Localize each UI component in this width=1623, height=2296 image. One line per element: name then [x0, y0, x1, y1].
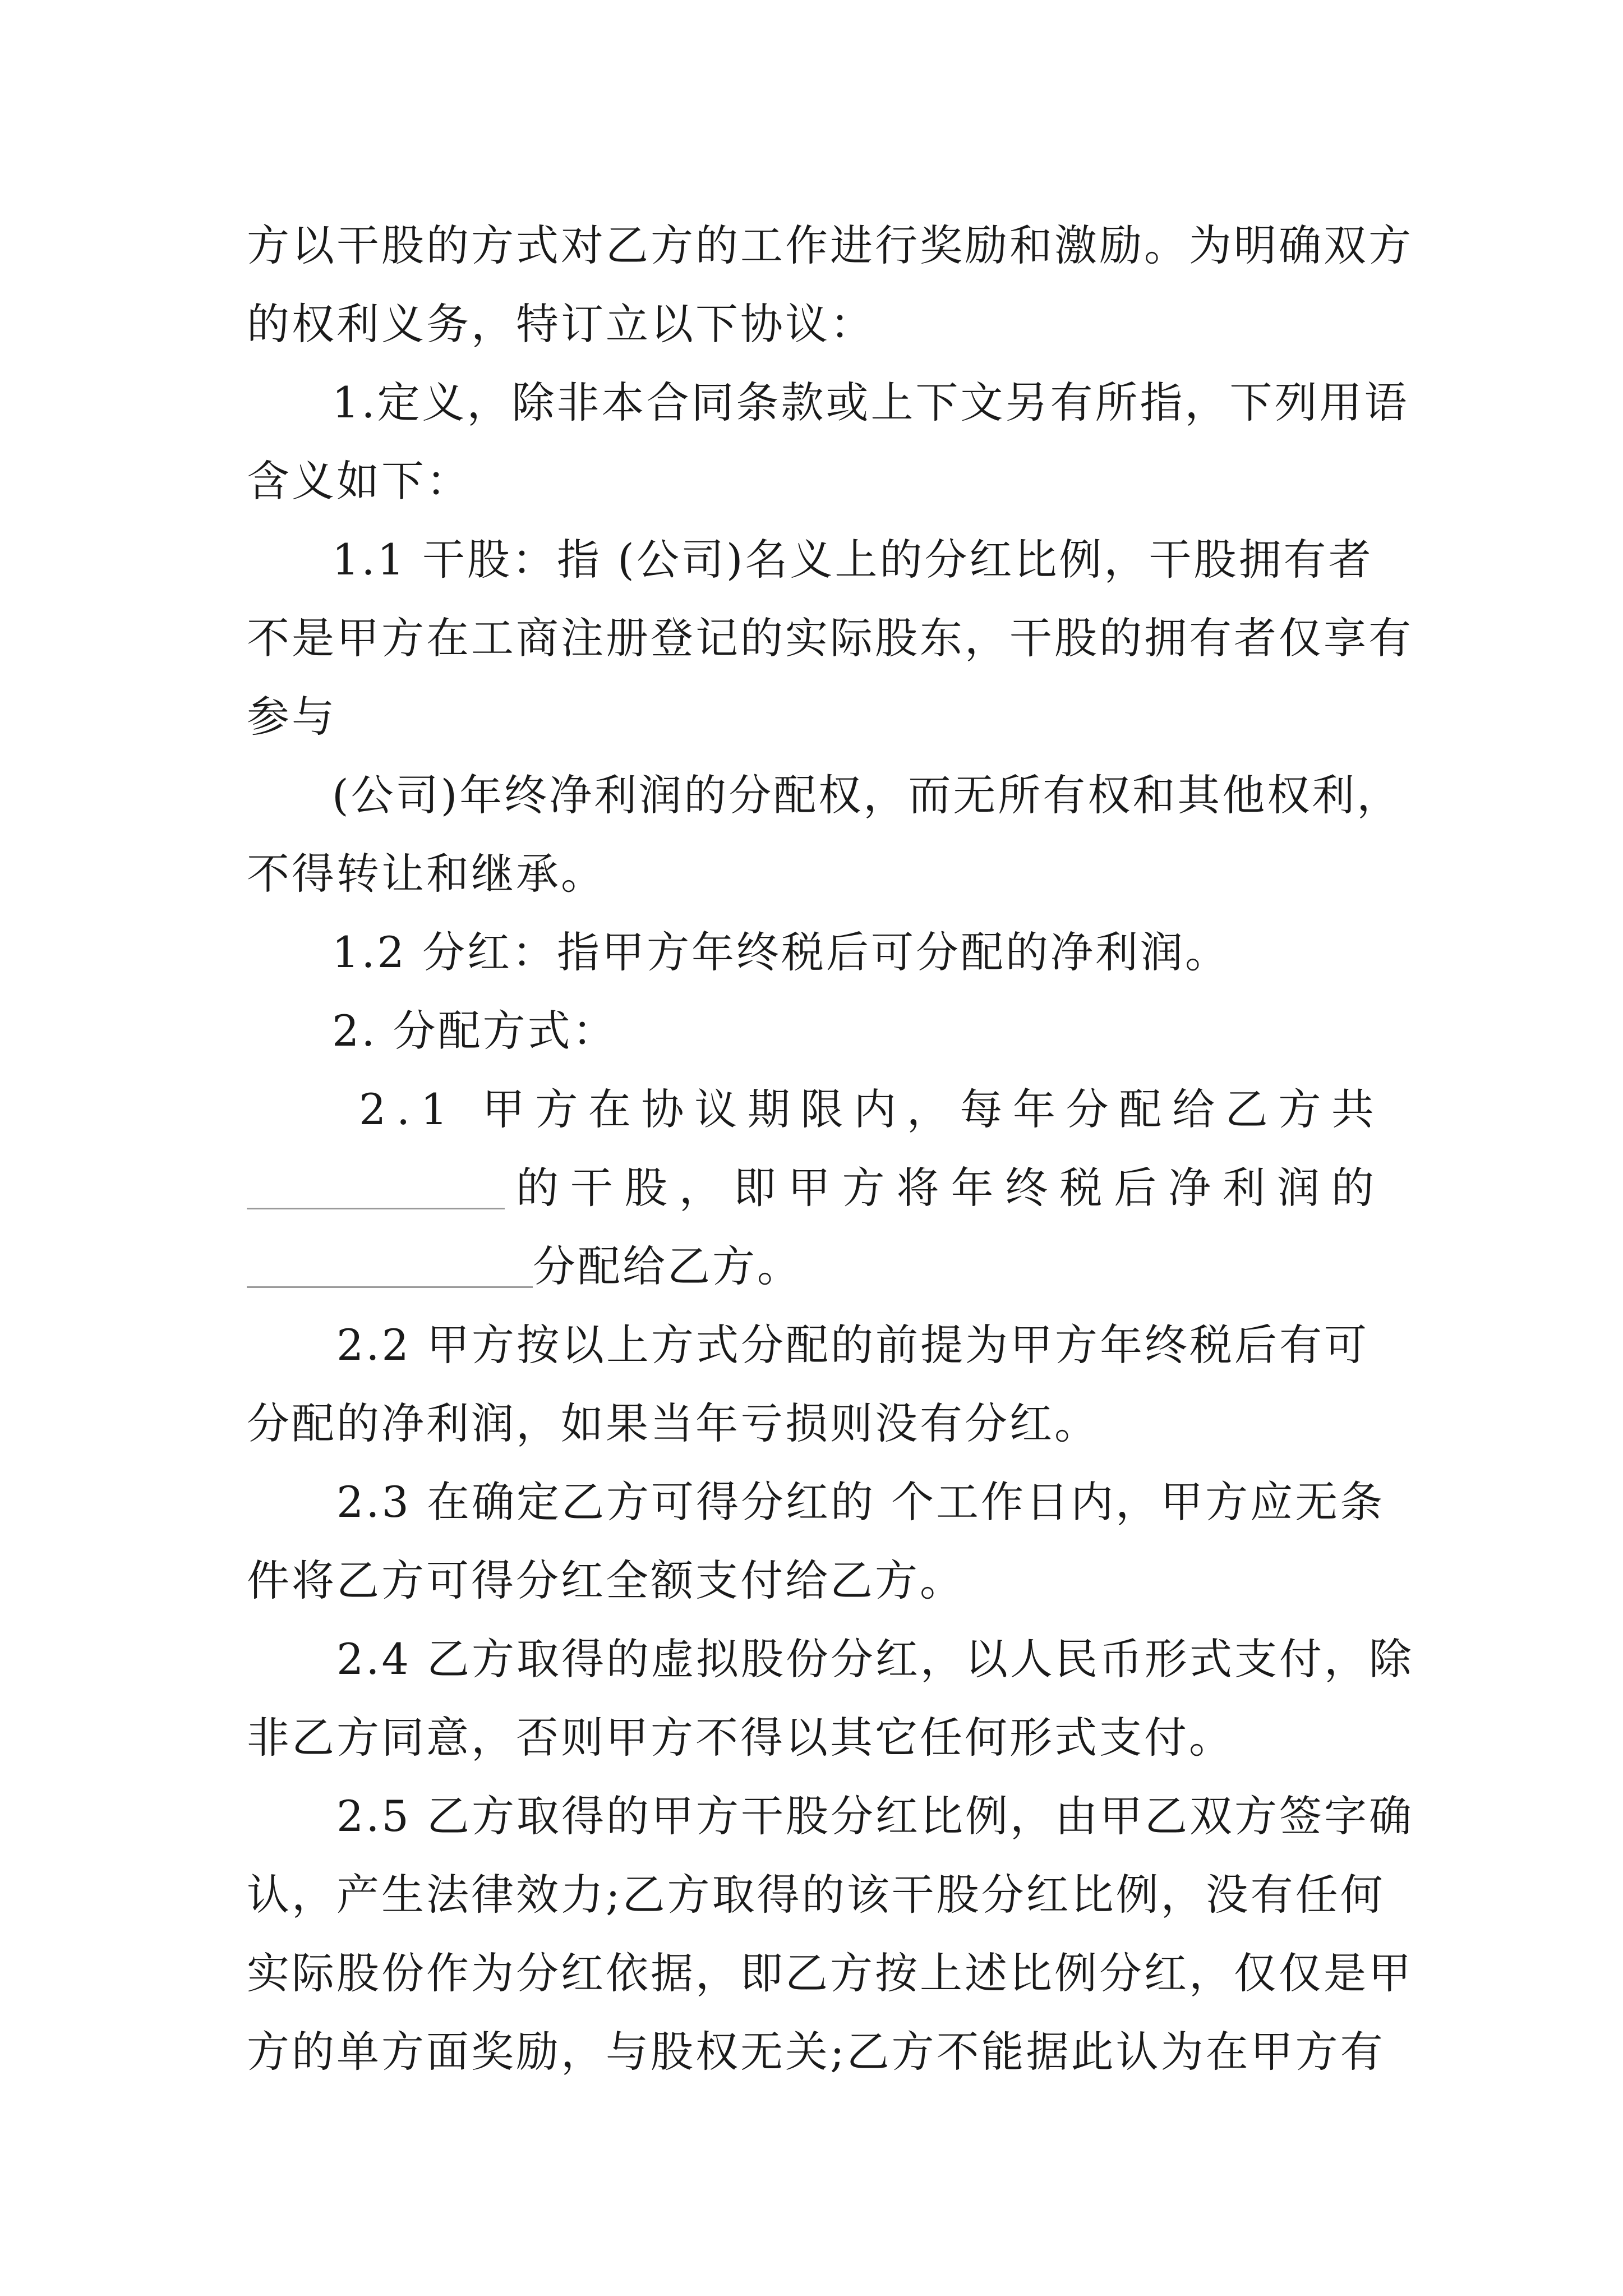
glyph: 2	[359, 1084, 386, 1134]
glyph: 分	[1066, 1084, 1109, 1134]
glyph: 在	[588, 1084, 631, 1134]
glyph: 每	[960, 1084, 1003, 1134]
clause-2-5: 2.5 乙方取得的甲方干股分红比例，由甲乙双方签字确	[336, 1791, 1414, 1841]
clause-1-2: 1.2 分红：指甲方年终税后可分配的净利润。	[332, 927, 1230, 977]
text-line: 的权利义务，特订立以下协议：	[247, 299, 875, 349]
glyph: 方	[1278, 1084, 1321, 1134]
text-line: 分配给乙方。	[533, 1241, 802, 1291]
text-line: 方以干股的方式对乙方的工作进行奖励和激励。为明确双方	[247, 220, 1413, 270]
clause-2-heading: 2. 分配方式：	[332, 1006, 617, 1056]
text-line: 非乙方同意，否则甲方不得以其它任何形式支付。	[247, 1713, 1234, 1763]
text-line-with-blank	[247, 1241, 802, 1291]
text-line-with-blank	[247, 1163, 1374, 1213]
text-line: 的干股，即甲方将年终税后净利润的	[516, 1163, 1374, 1213]
glyph: 协	[641, 1084, 684, 1134]
glyph: ，	[906, 1084, 949, 1134]
glyph: .	[396, 1084, 411, 1134]
text-line: 不是甲方在工商注册登记的实际股东，干股的拥有者仅享有	[247, 613, 1413, 663]
glyph: 配	[1119, 1084, 1162, 1134]
glyph: 限	[800, 1084, 843, 1134]
text-line: 分配的净利润，如果当年亏损则没有分红。	[247, 1398, 1099, 1448]
text-line: 方的单方面奖励，与股权无关;乙方不能据此认为在甲方有	[247, 2027, 1385, 2077]
fill-blank-ratio[interactable]	[247, 1247, 533, 1288]
glyph: 议	[694, 1084, 737, 1134]
text-line: 认，产生法律效力;乙方取得的该干股分红比例，没有任何	[247, 1870, 1385, 1920]
clause-1-heading: 1.定义，除非本合同条款或上下文另有所指，下列用语	[332, 378, 1409, 427]
glyph: 年	[1013, 1084, 1056, 1134]
text-line: 实际股份作为分红依据，即乙方按上述比例分红，仅仅是甲	[247, 1948, 1413, 1998]
text-line: 参与	[247, 692, 336, 742]
clause-2-3: 2.3 在确定乙方可得分红的 个工作日内，甲方应无条	[336, 1477, 1385, 1527]
glyph: 甲	[482, 1084, 525, 1134]
text-line: (公司)年终净利润的分配权，而无所有权和其他权利，	[332, 770, 1402, 820]
clause-1-1: 1.1 干股：指 (公司)名义上的分红比例，干股拥有者	[332, 535, 1373, 585]
glyph: 给	[1172, 1084, 1215, 1134]
text-line: 含义如下：	[247, 456, 471, 506]
glyph: 期	[747, 1084, 790, 1134]
glyph: 1	[420, 1084, 448, 1134]
glyph: 乙	[1225, 1084, 1268, 1134]
glyph: 共	[1331, 1084, 1374, 1134]
glyph	[458, 1088, 472, 1131]
text-line: 不得转让和继承。	[247, 849, 606, 899]
clause-2-1	[359, 1084, 1374, 1134]
text-line: 件将乙方可得分红全额支付给乙方。	[247, 1556, 965, 1605]
clause-2-2: 2.2 甲方按以上方式分配的前提为甲方年终税后有可	[336, 1320, 1370, 1370]
fill-blank-share[interactable]	[247, 1168, 505, 1209]
glyph: 方	[535, 1084, 578, 1134]
glyph: 内	[854, 1084, 897, 1134]
clause-2-4: 2.4 乙方取得的虚拟股份分红，以人民币形式支付，除	[336, 1634, 1414, 1684]
